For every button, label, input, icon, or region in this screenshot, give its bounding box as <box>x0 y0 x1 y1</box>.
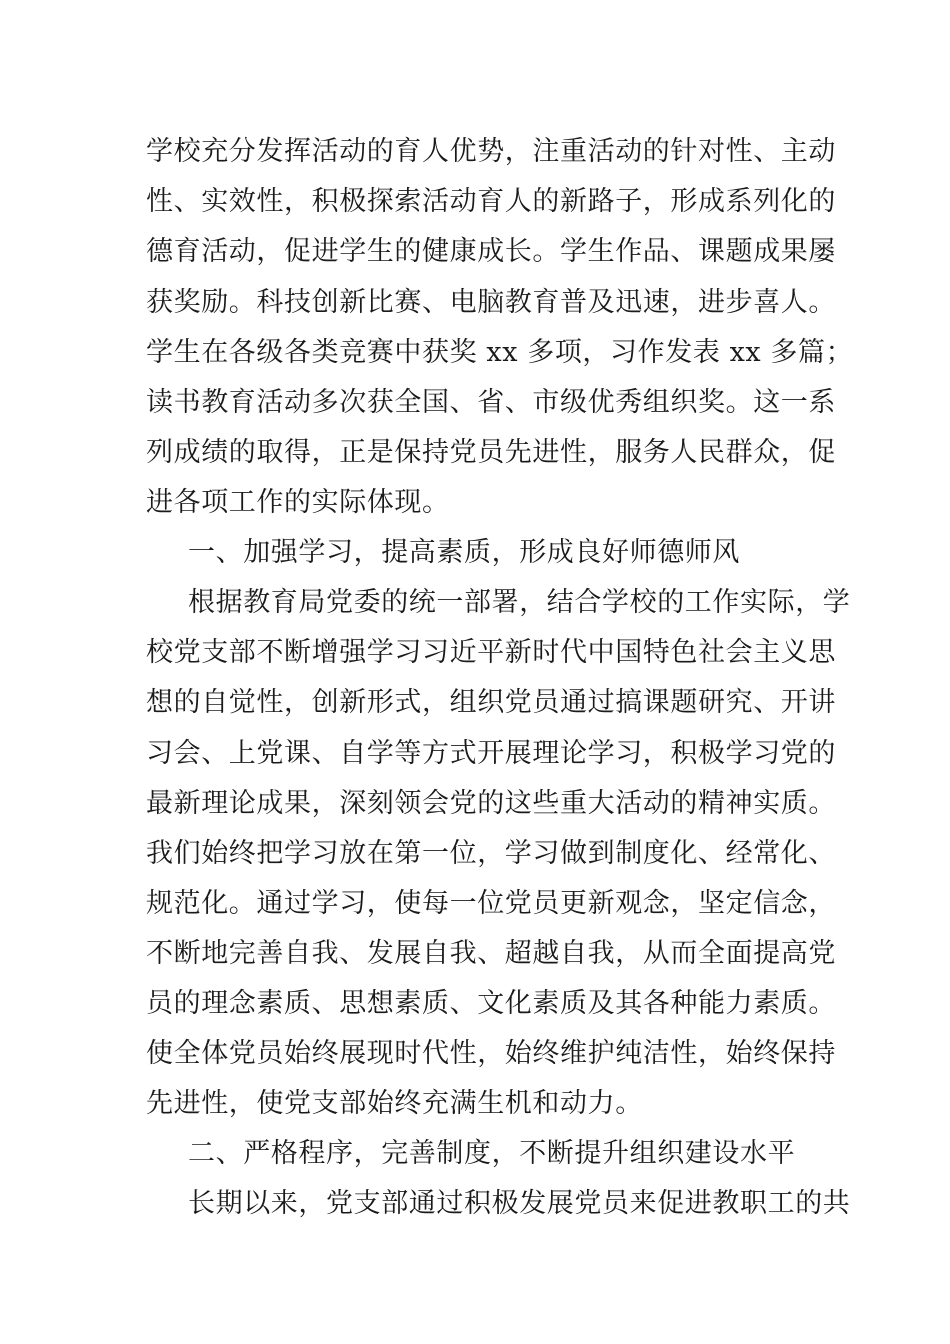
text-line: 规范化。通过学习，使每一位党员更新观念，坚定信念， <box>146 888 836 919</box>
text-line: 学校充分发挥活动的育人优势，注重活动的针对性、主动 <box>146 136 836 167</box>
text-line: 员的理念素质、思想素质、文化素质及其各种能力素质。 <box>146 988 836 1019</box>
text-line: 列成绩的取得，正是保持党员先进性，服务人民群众，促 <box>146 437 836 468</box>
text-line: 进各项工作的实际体现。 <box>146 487 450 518</box>
text-line: 获奖励。科技创新比赛、电脑教育普及迅速，进步喜人。 <box>146 287 836 318</box>
text-line: 性、实效性，积极探索活动育人的新路子，形成系列化的 <box>146 186 836 217</box>
section-heading: 一、加强学习，提高素质，形成良好师德师风 <box>188 537 740 568</box>
text-line: 学生在各级各类竞赛中获奖 xx 多项，习作发表 xx 多篇； <box>146 337 854 368</box>
text-line: 根据教育局党委的统一部署，结合学校的工作实际，学 <box>188 587 851 618</box>
section-heading: 二、严格程序，完善制度，不断提升组织建设水平 <box>188 1138 796 1169</box>
text-line: 读书教育活动多次获全国、省、市级优秀组织奖。这一系 <box>146 387 836 418</box>
text-line: 习会、上党课、自学等方式开展理论学习，积极学习党的 <box>146 738 836 769</box>
text-line: 我们始终把学习放在第一位，学习做到制度化、经常化、 <box>146 838 836 869</box>
text-line: 最新理论成果，深刻领会党的这些重大活动的精神实质。 <box>146 788 836 819</box>
text-line: 想的自觉性，创新形式，组织党员通过搞课题研究、开讲 <box>146 687 836 718</box>
text-line: 先进性，使党支部始终充满生机和动力。 <box>146 1088 643 1119</box>
text-line: 长期以来，党支部通过积极发展党员来促进教职工的共 <box>188 1188 851 1219</box>
text-line: 使全体党员始终展现时代性，始终维护纯洁性，始终保持 <box>146 1038 836 1069</box>
text-line: 校党支部不断增强学习习近平新时代中国特色社会主义思 <box>146 637 836 668</box>
text-line: 德育活动，促进学生的健康成长。学生作品、课题成果屡 <box>146 236 836 267</box>
text-line: 不断地完善自我、发展自我、超越自我，从而全面提高党 <box>146 938 836 969</box>
